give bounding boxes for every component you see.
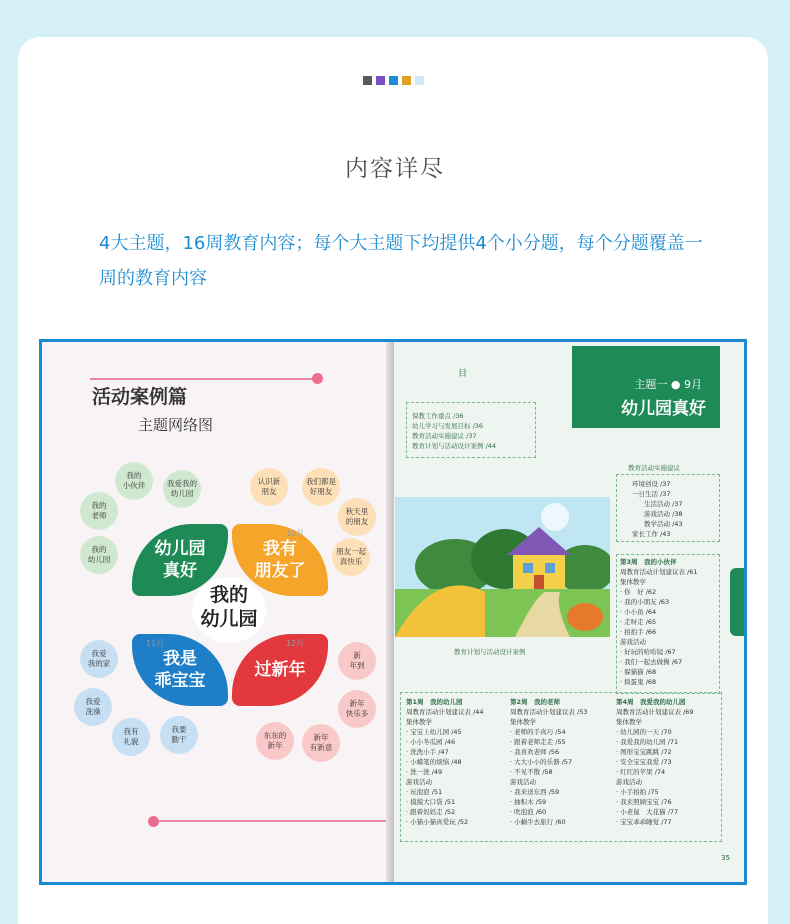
theme-label-2: 我有 朋友了 (254, 539, 306, 581)
bubble-1: 我的 小伙伴 (115, 462, 153, 500)
month-label-11: 11月 (146, 639, 165, 648)
impl-2: 一日生活 /37 (632, 490, 671, 498)
impl-3: 生活活动 /37 (644, 500, 683, 508)
bubble-8: 朋友一起 真快乐 (332, 538, 370, 576)
book-photo (39, 339, 747, 885)
week3-label: 第3周 我的小伙伴 (620, 558, 677, 566)
bubble-7: 秋天里 的朋友 (338, 498, 376, 536)
week3-item-7: · 拍拍手 /66 (620, 628, 657, 636)
bubble-16: 新年 有新意 (302, 724, 340, 762)
week1-item-8: 游戏活动 (406, 778, 432, 786)
bubble-14: 新年 快乐多 (338, 690, 376, 728)
bubble-13: 新 年到 (338, 642, 376, 680)
week2-item-10: · 抽积木 /59 (510, 798, 547, 806)
dot-3 (389, 76, 398, 85)
month-label-12: 12月 (286, 639, 305, 648)
week3-item-11: · 躲猫猫 /68 (620, 668, 657, 676)
goal-1: 保教工作重点 /36 (412, 412, 464, 420)
kindergarten-scene-svg (395, 497, 610, 637)
bubble-4: 我的 幼儿园 (80, 536, 118, 574)
impl-4: 游戏活动 /38 (644, 510, 683, 518)
week4-item-10: · 我来照顾宝宝 /76 (616, 798, 672, 806)
left-page-subtitle: 主题网络图 (138, 416, 214, 434)
week4-item-9: · 小手拍拍 /75 (616, 788, 659, 796)
week2-item-7: · 不见不散 /58 (510, 768, 553, 776)
week2-label: 第2周 我的老师 (510, 698, 561, 706)
right-page (394, 342, 744, 882)
theme-petal-4 (232, 634, 328, 706)
week1-label: 第1周 我的幼儿园 (406, 698, 463, 706)
impl-5: 教学活动 /43 (644, 520, 683, 528)
impl-1: 环境创设 /37 (632, 480, 671, 488)
week1-item-10: · 摸摸大口袋 /51 (406, 798, 456, 806)
week3-item-12: · 捣蛋鬼 /68 (620, 678, 657, 686)
top-rule-dot (312, 373, 323, 384)
dot-5 (415, 76, 424, 85)
week2-item-6: · 大大小小的乐器 /57 (510, 758, 573, 766)
week4-item-12: · 宝宝乖乖睡觉 /77 (616, 818, 672, 826)
week1-item-5: · 洗洗小手 /47 (406, 748, 449, 756)
bottom-rule (158, 820, 392, 822)
week3-item-5: · 小小鱼 /64 (620, 608, 657, 616)
week3-item-8: 游戏活动 (620, 638, 646, 646)
week1-item-6: · 小蜡笔的烦恼 /48 (406, 758, 462, 766)
week3-item-4: · 我的小朋友 /63 (620, 598, 670, 606)
week1-item-12: · 小猫小猫真爱玩 /52 (406, 818, 469, 826)
center-line-1: 我的 (209, 584, 248, 606)
theme-center-title (192, 577, 266, 643)
week4-item-2: 集体教学 (616, 718, 642, 726)
week4-item-8: 游戏活动 (616, 778, 642, 786)
page-tab (730, 568, 747, 636)
bubble-12: 我要 勤干 (160, 716, 198, 754)
top-rule (90, 378, 316, 380)
goal-4: 教育计划与活动设计案例 /44 (412, 442, 497, 450)
week2-item-8: 游戏活动 (510, 778, 536, 786)
week2-item-5: · 我喜欢老师 /56 (510, 748, 560, 756)
week2-item-3: · 老师的手真巧 /54 (510, 728, 566, 736)
week4-item-3: · 幼儿园的一天 /70 (616, 728, 672, 736)
dot-1 (363, 76, 372, 85)
bubble-10: 我爱 洗澡 (74, 688, 112, 726)
goal-2: 幼儿学习与发展目标 /36 (412, 422, 484, 430)
bubble-6: 我们都是 好朋友 (302, 468, 340, 506)
week3-item-10: · 我们一起去做操 /67 (620, 658, 683, 666)
week1-item-11: · 跟着妈妈走 /52 (406, 808, 456, 816)
week4-item-5: · 图形宝宝跳跳 /72 (616, 748, 672, 756)
theme-label-4: 过新年 (254, 660, 306, 680)
impl-6: 家长工作 /43 (632, 530, 671, 538)
bubble-15: 东东的 新年 (256, 722, 294, 760)
week1-item-1: 周教育活动计划建议表 /44 (406, 708, 484, 716)
theme-header (572, 346, 720, 428)
page-number: 35 (721, 854, 730, 862)
week3-item-2: 集体教学 (620, 578, 646, 586)
week3-item-9: · 好玩的哈哈镜 /67 (620, 648, 676, 656)
week4-item-6: · 安全宝宝我爱 /73 (616, 758, 672, 766)
section-heading: 内容详尽 (345, 156, 445, 182)
week2-item-4: · 跟着老师走走 /55 (510, 738, 566, 746)
week4-item-7: · 红红的苹果 /74 (616, 768, 666, 776)
week3-item-6: · 走呀走 /65 (620, 618, 657, 626)
month-label-10: 10月 (286, 529, 305, 538)
goal-3: 教育活动实施建议 /37 (412, 432, 477, 440)
bubble-5: 认识新 朋友 (250, 468, 288, 506)
left-page (42, 342, 392, 882)
theme-label-1: 幼儿园 真好 (154, 539, 206, 581)
left-page-title: 活动案例篇 (92, 386, 188, 408)
week1-item-9: · 玩泡泡 /51 (406, 788, 443, 796)
week3-item-1: 周教育活动计划建议表 /61 (620, 568, 698, 576)
week4-item-1: 周教育活动计划建议表 /69 (616, 708, 694, 716)
week1-item-7: · 洗一洗 /49 (406, 768, 443, 776)
week4-item-11: · 小老鼠 大花猫 /77 (616, 808, 679, 816)
week2-item-2: 集体教学 (510, 718, 536, 726)
week2-item-11: · 吹泡泡 /60 (510, 808, 547, 816)
impl-label: 教育活动实施建议 (628, 464, 680, 472)
week2-item-1: 周教育活动计划建议表 /53 (510, 708, 588, 716)
center-line-2: 幼儿园 (200, 608, 258, 630)
theme-header-small: 主题一 ● 9月 (634, 378, 702, 391)
week4-label: 第4周 我爱我的幼儿园 (616, 698, 686, 706)
theme-label-3: 我是 乖宝宝 (154, 649, 206, 691)
decorative-dots (363, 76, 424, 85)
kindergarten-illustration (395, 497, 610, 637)
dot-4 (402, 76, 411, 85)
week1-item-2: 集体教学 (406, 718, 432, 726)
bubble-3: 我的 老师 (80, 492, 118, 530)
week1-item-3: · 宝宝上幼儿园 /45 (406, 728, 462, 736)
section-description: 4大主题，16周教育内容；每个大主题下均提供4个小分题，每个分题覆盖一周的教育内容 (99, 233, 703, 289)
bubble-9: 我爱 我的家 (80, 640, 118, 678)
bubble-2: 我爱我的 幼儿园 (163, 470, 201, 508)
bubble-11: 我有 礼貌 (112, 718, 150, 756)
plan-label: 教育计划与活动设计案例 (454, 648, 526, 656)
week2-item-12: · 小蜗牛去旅行 /60 (510, 818, 566, 826)
week2-item-9: · 我来送东西 /59 (510, 788, 560, 796)
week1-item-4: · 小小冬瓜园 /46 (406, 738, 456, 746)
week3-item-3: · 你 好 /62 (620, 588, 657, 596)
dot-2 (376, 76, 385, 85)
goals-label: 目 (458, 369, 468, 379)
theme-header-big: 幼儿园真好 (621, 399, 706, 419)
week4-item-4: · 我爱我的幼儿园 /71 (616, 738, 679, 746)
